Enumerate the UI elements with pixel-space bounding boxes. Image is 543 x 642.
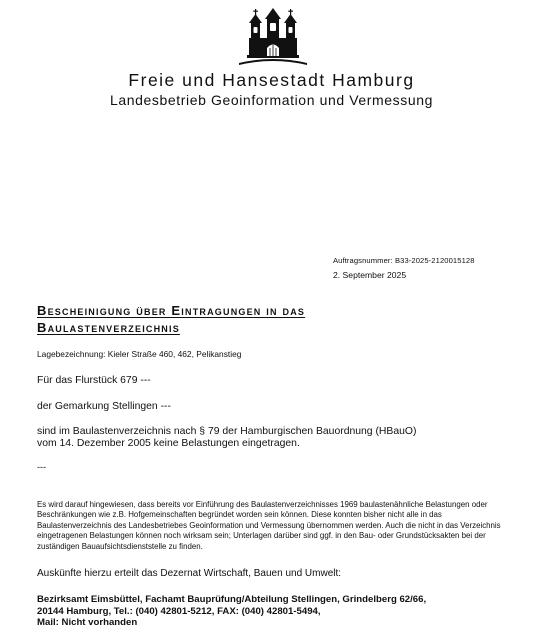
heading-line-1: Bescheinigung über Eintragungen in das xyxy=(37,303,306,318)
notice-paragraph: Es wird darauf hingewiesen, dass bereits vor Einführung des Baulastenverzeichnisses 1969 baulastenähnliche Belastungen oder Beschränkungen wie z.B. Hofgemeinschaften begründet worden sein können. Diese konnten bisher nicht alle in das Baulastenverzeichnis des Landesbetriebes Geoinformation und Vermessung übernommen werden. Auch die nicht in das Verzeichnis eingetragenen Belastungen können noch wirksam sein; Unterlagen darüber sind ggf. in den Bau- oder Grundstücksakten bei der zuständigen Bauaufsichtsdienststelle zu finden. xyxy=(37,500,501,551)
org-title: Freie und Hansestadt Hamburg xyxy=(128,70,415,90)
location-designation: Lagebezeichnung: Kieler Straße 460, 462, Pelikanstieg xyxy=(37,349,242,359)
authority-line-1: Bezirksamt Eimsbüttel, Fachamt Bauprüfung/Abteilung Stellingen, Grindelberg 62/66, xyxy=(37,594,427,605)
order-number: Auftragsnummer: B33-2025-2120015128 xyxy=(333,256,475,265)
authority-contact xyxy=(37,594,517,629)
district-line: der Gemarkung Stellingen --- xyxy=(37,401,171,412)
heading-line-2: Baulastenverzeichnis xyxy=(37,320,180,335)
parcel-line: Für das Flurstück 679 --- xyxy=(37,375,151,386)
org-subtitle: Landesbetrieb Geoinformation und Vermessung xyxy=(109,92,434,108)
register-statement-line-2: vom 14. Dezember 2005 keine Belastungen eingetragen. xyxy=(37,438,300,449)
information-contact-intro: Auskünfte hierzu erteilt das Dezernat Wirtschaft, Bauen und Umwelt: xyxy=(37,568,342,579)
authority-line-3: Mail: Nicht vorhanden xyxy=(37,617,138,629)
document-date: 2. September 2025 xyxy=(333,270,407,280)
hamburg-castle-crest-icon xyxy=(237,8,309,66)
register-statement-line-1: sind im Baulastenverzeichnis nach § 79 der Hamburgischen Bauordnung (HBauO) xyxy=(37,426,417,437)
document-heading xyxy=(37,302,507,336)
authority-line-2: 20144 Hamburg, Tel.: (040) 42801-5212, FAX: (040) 42801-5494, xyxy=(37,605,321,617)
separator-dashes: --- xyxy=(37,462,46,472)
